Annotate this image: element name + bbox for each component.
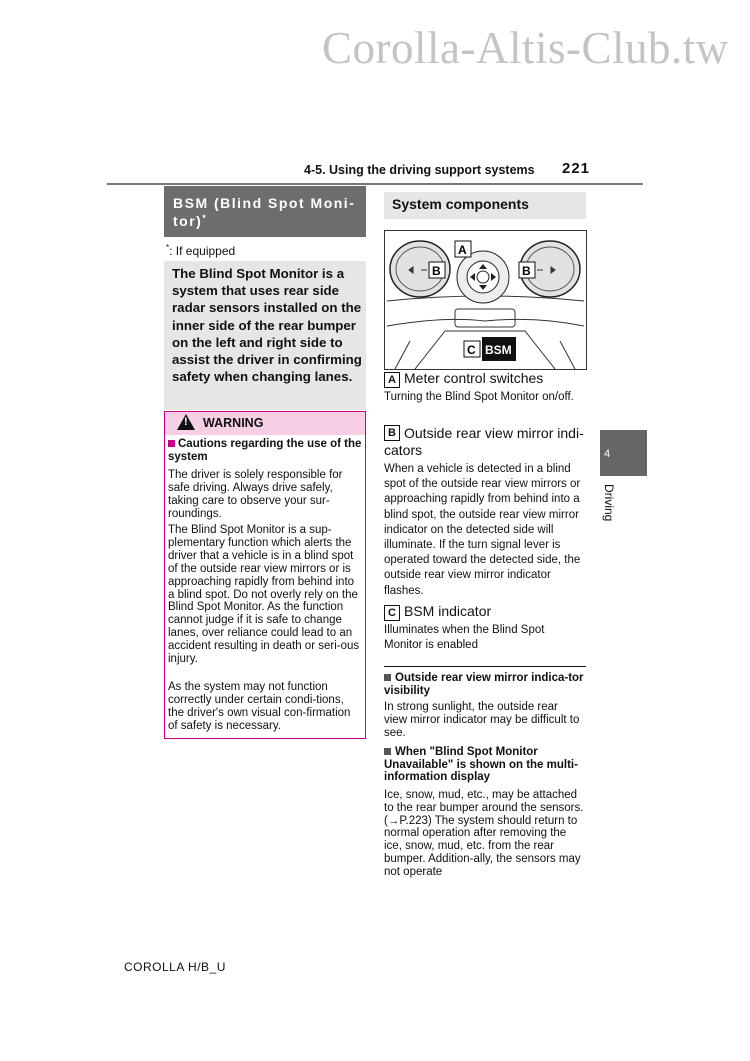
component-c-text: Illuminates when the Blind Spot Monitor is enabled <box>384 624 545 652</box>
chapter-label: Driving <box>602 484 616 522</box>
bullet-square-icon <box>384 674 391 681</box>
note-heading: Outside rear view mirror indica-tor visibility <box>384 672 584 697</box>
warning-icon: ! <box>177 414 195 430</box>
footer-model: COROLLA H/B_U <box>124 960 226 974</box>
warning-paragraph: As the system may not function correctly under certain condi-tions, the driver's own visual con-firmation of safety is necessary. <box>168 681 351 732</box>
watermark: Corolla-Altis-Club.tw <box>322 23 729 73</box>
components-heading-box <box>384 192 586 219</box>
warning-header <box>165 412 365 435</box>
component-b-title: B Outside rear view mirror indi-cators <box>384 425 584 458</box>
components-heading: System components <box>392 196 529 212</box>
component-a-title: A Meter control switches <box>384 370 543 388</box>
intro-text: The Blind Spot Monitor is a system that uses rear side radar sensors installed on the inner side of the rear bumper on the left and right side to assist the driver in confirming safety when changing lanes. <box>172 266 362 385</box>
feature-title: BSM (Blind Spot Moni-tor) <box>173 195 356 229</box>
warning-paragraph: The driver is solely responsible for safe driving. Always drive safely, taking care to observe your sur-roundings. <box>168 469 343 520</box>
tag-b: B <box>384 425 400 441</box>
note-text: Ice, snow, mud, etc., may be attached to the rear bumper around the sensors. (→P.223) The system should return to normal operation after removing the ice, snow, mud, etc. from the rear bumper. Addition-ally, the sensors may not operate <box>384 789 584 878</box>
bsm-indicator-label: BSM <box>485 343 512 357</box>
bullet-square-icon <box>168 440 175 447</box>
chapter-number: 4 <box>604 448 611 460</box>
note-text: In strong sunlight, the outside rear view mirror indicator may be difficult to see. <box>384 701 580 739</box>
intro-box <box>164 261 366 410</box>
footnote-text: : If equipped <box>169 244 236 258</box>
section-header: 4-5. Using the driving support systems <box>304 163 535 177</box>
bullet-square-icon <box>384 748 391 755</box>
callout-b-right: B <box>522 264 531 278</box>
note-heading: When "Blind Spot Monitor Unavailable" is shown on the multi-information display <box>384 746 578 783</box>
feature-title-box <box>164 186 366 237</box>
component-a-text: Turning the Blind Spot Monitor on/off. <box>384 391 574 403</box>
callout-a: A <box>458 243 467 257</box>
tag-c: C <box>384 605 400 621</box>
callout-c: C <box>467 343 476 357</box>
title-footnote-mark: * <box>202 213 206 223</box>
cockpit-drawing <box>385 231 586 369</box>
warning-paragraph: The Blind Spot Monitor is a sup-plementary function which alerts the driver that a vehicle is in a blind spot of the outside rear view mirrors or is approaching rapidly from behind into a blind spot. Do not overly rely on the Blind Spot Monitor. As the function cannot judge if it is safe to change lanes, over reliance could lead to an accident resulting in death or seri-ous injury. <box>168 524 360 666</box>
chapter-tab <box>600 430 647 476</box>
tag-a: A <box>384 372 400 388</box>
system-components-illustration <box>384 230 587 370</box>
footnote <box>166 243 235 258</box>
component-c-title: C BSM indicator <box>384 603 491 621</box>
component-b-text: When a vehicle is detected in a blind spot of the outside rear view mirrors or approaching rapidly from behind into a blind spot, the outside rear view mirror indicator on the detected side will illuminate. If the turn signal lever is operated toward the detected side, the outside rear view mirror indicator flashes. <box>384 463 581 597</box>
page-number: 221 <box>562 160 591 177</box>
header-rule <box>107 183 643 185</box>
warning-label: WARNING <box>203 416 264 430</box>
callout-b-left: B <box>432 264 441 278</box>
caution-heading: Cautions regarding the use of the system <box>168 438 362 463</box>
notes-divider <box>384 666 586 667</box>
footnote-mark: * <box>166 243 170 252</box>
